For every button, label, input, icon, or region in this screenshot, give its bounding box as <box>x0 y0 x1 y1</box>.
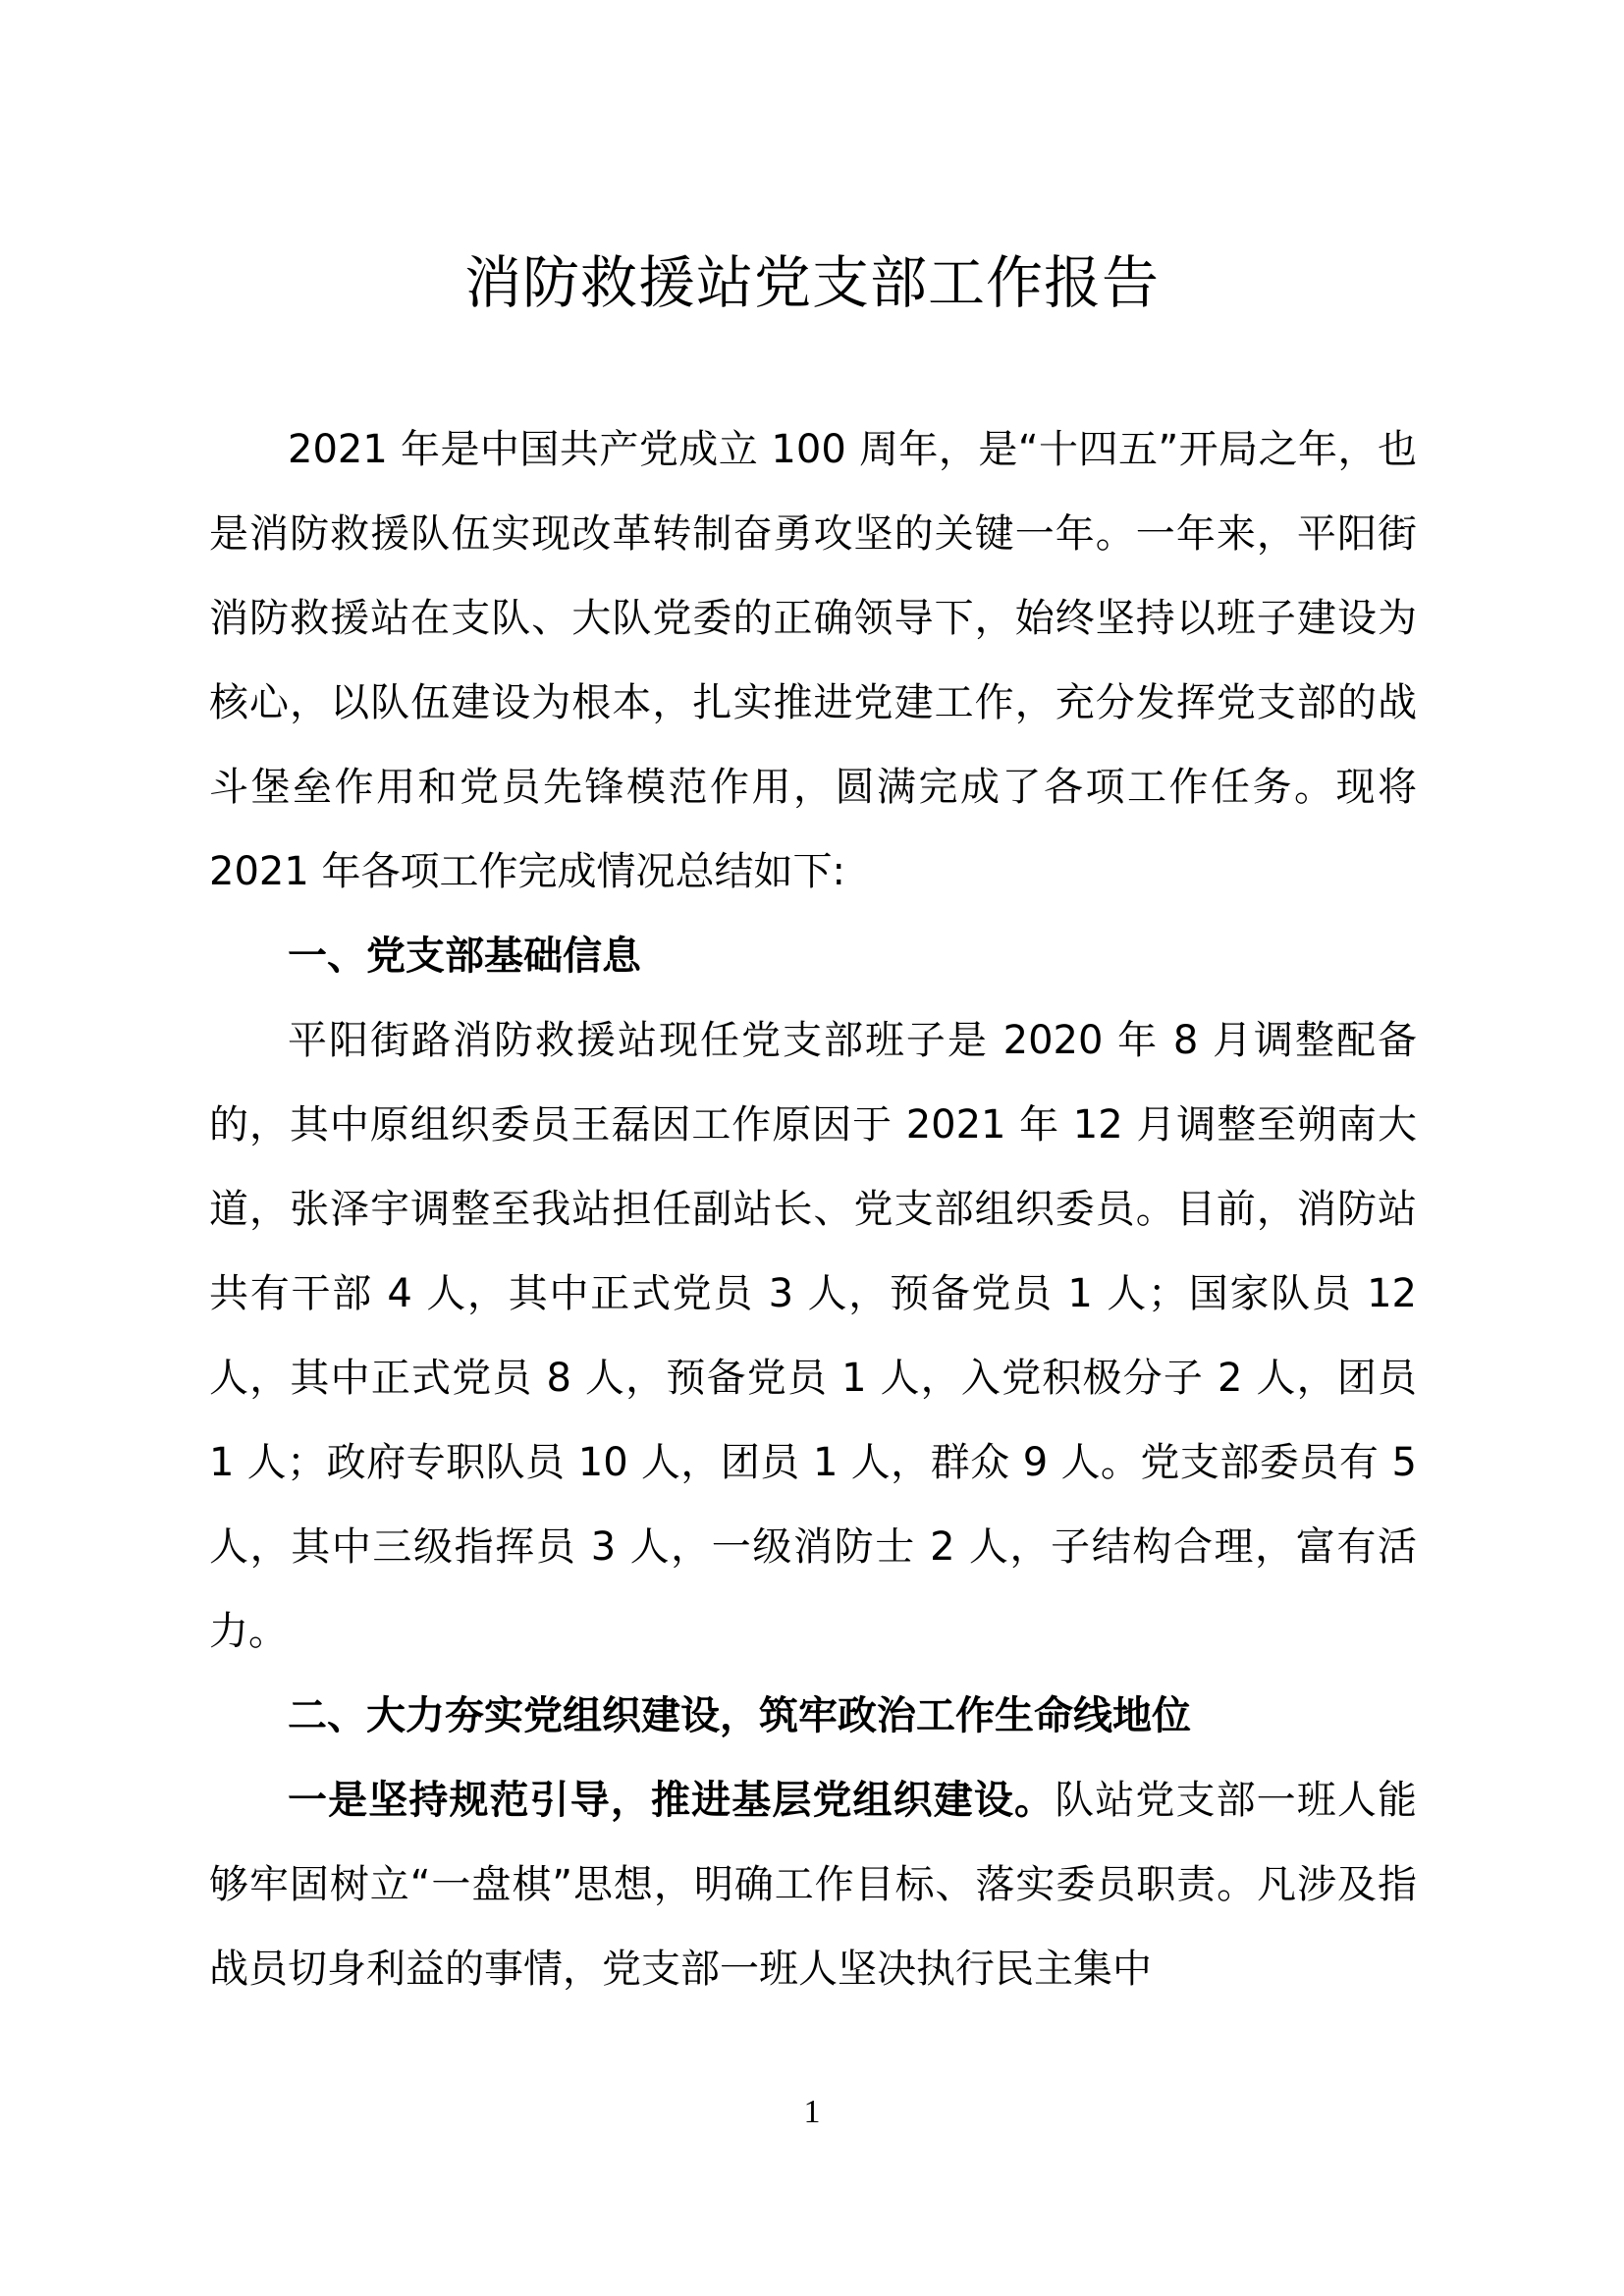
section-heading-1: 一、党支部基础信息 <box>288 934 641 979</box>
section-1-paragraph: 平阳街路消防救援站现任党支部班子是 2020 年 8 月调整配备的，其中原组织委员王磊因工作原因于 2021 年 12 月调整至朔南大道，张泽宇调整至我站担任副站长、党支部组织委员。目前，消防站共有干部 4 人，其中正式党员 3 人，预备党员 1 人；国家队员 12 人，其中正式党员 8 人，预备党员 1 人，入党积极分子 2 人，团员 1 人；政府专职队员 10 人，团员 1 人，群众 9 人。党支部委员有 5 人，其中三级指挥员 3 人，一级消防士 2 人，子结构合理，富有活力。 <box>209 1018 1417 1654</box>
section-2-lead: 一是坚持规范引导，推进基层党组织建设。 <box>288 1778 1056 1823</box>
section-2-paragraph <box>209 1758 1417 2011</box>
document-title: 消防救援站党支部工作报告 <box>463 249 1160 316</box>
document-body <box>209 407 1417 2011</box>
page-number: 1 <box>803 2094 821 2130</box>
section-2-text: 队站党支部一班人能够牢固树立“一盘棋”思想，明确工作目标、落实委员职责。凡涉及指战员切身利益的事情，党支部一班人坚决执行民主集中 <box>209 1778 1418 1992</box>
section-heading-2: 二、大力夯实党组织建设，筑牢政治工作生命线地位 <box>288 1693 1191 1738</box>
intro-paragraph: 2021 年是中国共产党成立 100 周年，是“十四五”开局之年，也是消防救援队伍实现改革转制奋勇攻坚的关键一年。一年来，平阳街消防救援站在支队、大队党委的正确领导下，始终坚持以班子建设为核心，以队伍建设为根本，扎实推进党建工作，充分发挥党支部的战斗堡垒作用和党员先锋模范作用，圆满完成了各项工作任务。现将 2021 年各项工作完成情况总结如下: <box>209 427 1417 894</box>
